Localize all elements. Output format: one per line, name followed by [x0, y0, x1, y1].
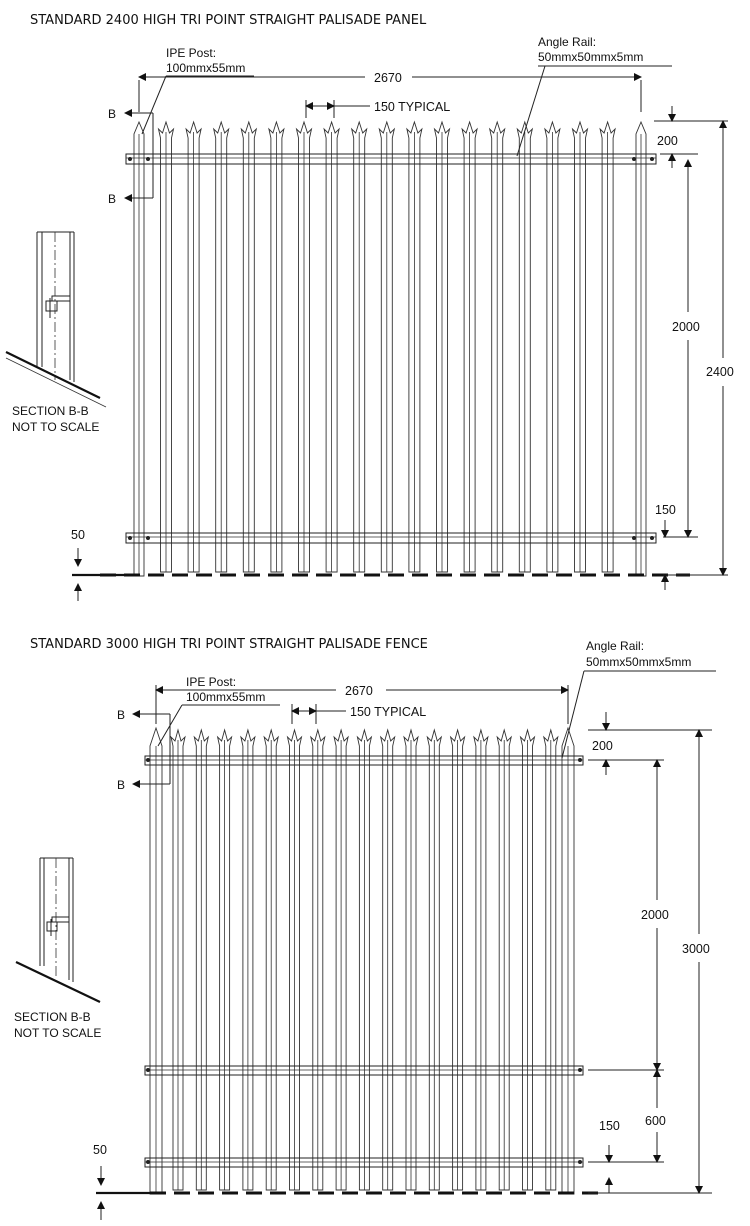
panel1-rail-label: Angle Rail:: [538, 35, 597, 49]
panel1-title: STANDARD 2400 HIGH TRI POINT STRAIGHT PALISADE PANEL: [30, 13, 427, 28]
panel1-rail-size: 50mmx50mmx5mm: [538, 50, 644, 64]
panel2-section-detail: [16, 858, 100, 1002]
panel2-post-size: 100mmx55mm: [186, 690, 266, 704]
panel2-rail-label: Angle Rail:: [586, 639, 645, 653]
panel1-post-label: IPE Post:: [166, 46, 217, 60]
panel1-post-size: 100mmx55mm: [166, 61, 246, 75]
panel1-width-dim: 2670: [374, 71, 402, 85]
panel2-top-dim: 200: [592, 739, 613, 753]
panel2-left-post: [150, 728, 162, 1194]
panel1-right-post: [636, 122, 646, 576]
panel2-pales: [171, 730, 558, 1190]
panel2-section-note: NOT TO SCALE: [14, 1026, 102, 1040]
panel-2400: [6, 13, 734, 601]
panel1-left-post: [134, 122, 144, 576]
panel2-section-mark-top: B: [117, 708, 126, 722]
panel1-section-mark-top: B: [108, 107, 117, 121]
panel2-ground-dim: 50: [93, 1143, 107, 1157]
panel1-height-dim: 2400: [706, 365, 734, 379]
panel1-rail-spacing-dim: 2000: [672, 320, 700, 334]
panel2-lower-rail-dim: 600: [645, 1114, 666, 1128]
panel1-section-mark-bottom: B: [108, 192, 117, 206]
panel2-right-post: [562, 728, 574, 1194]
panel1-ground-dim: 50: [71, 528, 85, 542]
panel1-section-detail: [6, 232, 106, 407]
panel1-top-dim: 200: [657, 134, 678, 148]
panel1-section-title: SECTION B-B: [12, 404, 89, 418]
panel1-section-note: NOT TO SCALE: [12, 420, 100, 434]
panel2-pitch-dim: 150 TYPICAL: [350, 705, 427, 719]
panel2-section-title: SECTION B-B: [14, 1010, 91, 1024]
panel2-rail-size: 50mmx50mmx5mm: [586, 655, 692, 669]
panel2-width-dim: 2670: [345, 684, 373, 698]
panel1-bottom-dim: 150: [655, 503, 676, 517]
panel2-section-mark-bottom: B: [117, 778, 126, 792]
panel-3000: [14, 637, 716, 1220]
panel2-post-label: IPE Post:: [186, 675, 237, 689]
panel2-rail-spacing-dim: 2000: [641, 908, 669, 922]
panel2-bottom-dim: 150: [599, 1119, 620, 1133]
panel1-pales: [159, 122, 616, 572]
panel2-title: STANDARD 3000 HIGH TRI POINT STRAIGHT PALISADE FENCE: [30, 637, 428, 652]
panel1-pitch-dim: 150 TYPICAL: [374, 100, 451, 114]
panel2-height-dim: 3000: [682, 942, 710, 956]
